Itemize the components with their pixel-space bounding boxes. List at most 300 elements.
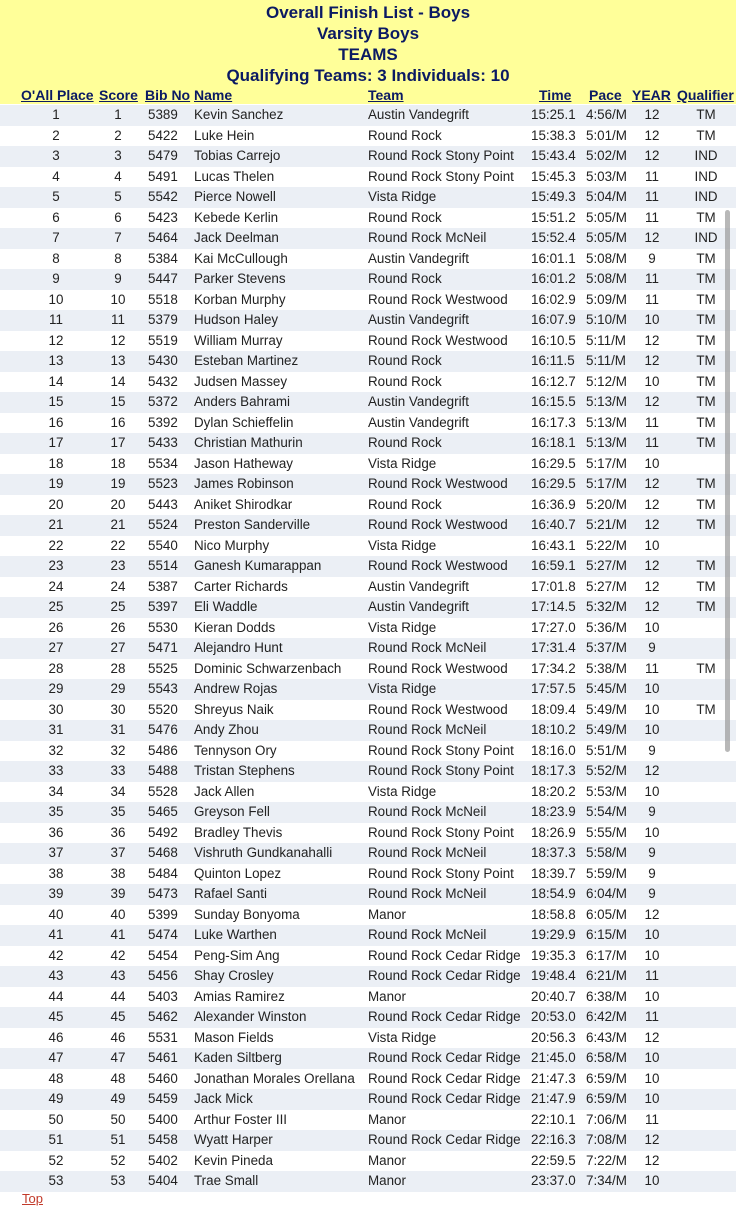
- cell-bib: 5486: [148, 742, 178, 758]
- cell-score: 38: [110, 865, 126, 881]
- cell-place: 53: [48, 1173, 64, 1188]
- cell-pace: 6:59/M: [586, 1070, 627, 1086]
- cell-team: Vista Ridge: [368, 455, 437, 471]
- cell-time: 22:10.1: [531, 1111, 576, 1127]
- cell-qualifier: TM: [696, 414, 716, 430]
- table-row: [0, 1110, 736, 1131]
- cell-place: 25: [48, 599, 64, 614]
- cell-pace: 5:22/M: [586, 537, 627, 553]
- cell-pace: 5:51/M: [586, 742, 627, 758]
- cell-score: 50: [110, 1111, 126, 1127]
- cell-year: 9: [648, 804, 656, 819]
- cell-name: Judsen Massey: [194, 373, 288, 389]
- cell-place: 41: [48, 927, 64, 942]
- table-row: [0, 474, 736, 495]
- cell-bib: 5458: [148, 1132, 178, 1147]
- cell-place: 20: [48, 496, 64, 512]
- cell-pace: 6:38/M: [586, 988, 627, 1004]
- cell-place: 15: [48, 394, 64, 409]
- cell-year: 12: [644, 148, 660, 163]
- cell-score: 27: [110, 640, 126, 655]
- cell-pace: 7:08/M: [586, 1132, 627, 1147]
- cell-place: 46: [48, 1029, 64, 1045]
- cell-team: Round Rock McNeil: [368, 845, 487, 860]
- cell-team: Round Rock McNeil: [368, 927, 487, 942]
- cell-pace: 5:10/M: [586, 312, 627, 327]
- cell-score: 22: [110, 537, 126, 553]
- cell-year: 12: [644, 496, 660, 512]
- table-row: [0, 351, 736, 372]
- cell-pace: 5:20/M: [586, 496, 627, 512]
- cell-place: 52: [48, 1152, 64, 1168]
- cell-time: 16:29.5: [531, 476, 576, 491]
- cell-qualifier: TM: [696, 127, 716, 143]
- cell-pace: 6:15/M: [586, 927, 627, 942]
- cell-place: 32: [48, 742, 64, 758]
- cell-score: 41: [110, 927, 126, 942]
- cell-time: 16:02.9: [531, 291, 576, 307]
- cell-year: 10: [644, 455, 660, 471]
- cell-time: 15:43.4: [531, 148, 576, 163]
- cell-place: 16: [48, 414, 64, 430]
- cell-qualifier: TM: [696, 599, 716, 614]
- cell-name: Lucas Thelen: [194, 168, 275, 184]
- cell-score: 17: [110, 435, 126, 450]
- cell-year: 12: [644, 230, 660, 245]
- cell-score: 23: [110, 558, 126, 573]
- cell-team: Manor: [368, 1152, 406, 1168]
- cell-time: 21:47.3: [531, 1070, 576, 1086]
- table-row: [0, 823, 736, 844]
- cell-time: 19:29.9: [531, 927, 576, 942]
- cell-year: 9: [648, 742, 656, 758]
- cell-place: 40: [48, 906, 64, 922]
- table-row: [0, 638, 736, 659]
- table-row: [0, 741, 736, 762]
- division-title: Varsity Boys: [316, 24, 420, 43]
- cell-time: 20:56.3: [531, 1029, 576, 1045]
- cell-time: 18:26.9: [531, 824, 576, 840]
- table-row: [0, 618, 736, 639]
- table-row: [0, 884, 736, 905]
- cell-place: 45: [48, 1009, 64, 1024]
- cell-bib: 5525: [148, 660, 178, 676]
- table-row: [0, 126, 736, 147]
- cell-time: 16:07.9: [531, 312, 576, 327]
- cell-year: 12: [644, 763, 660, 778]
- cell-score: 33: [110, 763, 126, 778]
- cell-year: 12: [644, 332, 660, 348]
- cell-pace: 5:45/M: [586, 681, 627, 696]
- cell-qualifier: IND: [694, 189, 718, 204]
- cell-team: Round Rock Westwood: [368, 660, 508, 676]
- cell-team: Round Rock McNeil: [368, 640, 487, 655]
- table-row: [0, 208, 736, 229]
- table-row: [0, 905, 736, 926]
- table-row: [0, 1171, 736, 1192]
- cell-pace: 6:21/M: [586, 968, 627, 983]
- cell-name: Amias Ramirez: [194, 988, 285, 1004]
- cell-team: Vista Ridge: [368, 189, 437, 204]
- cell-name: Quinton Lopez: [194, 865, 282, 881]
- cell-place: 47: [48, 1050, 64, 1065]
- cell-team: Round Rock: [368, 373, 442, 389]
- cell-name: Shay Crosley: [194, 968, 274, 983]
- cell-name: Nico Murphy: [194, 537, 270, 553]
- cell-year: 10: [644, 988, 660, 1004]
- cell-team: Round Rock Westwood: [368, 701, 508, 717]
- cell-qualifier: TM: [696, 291, 716, 307]
- cell-bib: 5379: [148, 312, 178, 327]
- cell-time: 18:23.9: [531, 804, 576, 819]
- cell-name: Carter Richards: [194, 578, 288, 594]
- cell-bib: 5491: [148, 168, 178, 184]
- cell-time: 16:10.5: [531, 332, 576, 348]
- table-row: [0, 843, 736, 864]
- top-link[interactable]: Top: [22, 1191, 43, 1206]
- cell-pace: 5:38/M: [586, 660, 627, 676]
- cell-bib: 5479: [148, 148, 178, 163]
- cell-bib: 5462: [148, 1009, 178, 1024]
- cell-score: 45: [110, 1009, 126, 1024]
- cell-time: 16:43.1: [531, 537, 576, 553]
- cell-name: James Robinson: [194, 476, 294, 491]
- column-header-place[interactable]: O'All Place: [21, 87, 94, 103]
- cell-bib: 5456: [148, 968, 178, 983]
- table-row: [0, 1048, 736, 1069]
- cell-team: Round Rock McNeil: [368, 886, 487, 901]
- cell-score: 37: [110, 845, 126, 860]
- cell-year: 10: [644, 619, 660, 635]
- cell-place: 6: [52, 209, 60, 225]
- cell-score: 1: [114, 107, 122, 122]
- cell-name: Mason Fields: [194, 1029, 274, 1045]
- cell-name: Jack Mick: [194, 1091, 253, 1106]
- table-row: [0, 577, 736, 598]
- cell-bib: 5404: [148, 1173, 178, 1188]
- cell-year: 11: [645, 435, 659, 450]
- table-row: [0, 1130, 736, 1151]
- cell-team: Round Rock Cedar Ridge: [368, 1091, 521, 1106]
- cell-bib: 5399: [148, 906, 178, 922]
- table-row: [0, 331, 736, 352]
- cell-team: Round Rock Stony Point: [368, 168, 514, 184]
- table-row: [0, 454, 736, 475]
- cell-pace: 5:17/M: [586, 476, 627, 491]
- cell-qualifier: TM: [696, 107, 716, 122]
- results-table: [0, 105, 736, 1192]
- cell-name: Kai McCullough: [194, 250, 288, 266]
- table-row: [0, 495, 736, 516]
- cell-time: 16:01.1: [531, 250, 576, 266]
- cell-pace: 5:52/M: [586, 763, 627, 778]
- table-row: [0, 925, 736, 946]
- cell-name: Kevin Pineda: [194, 1152, 273, 1168]
- cell-name: Rafael Santi: [194, 886, 267, 901]
- table-row: [0, 413, 736, 434]
- cell-pace: 6:17/M: [586, 947, 627, 963]
- cell-place: 23: [48, 558, 64, 573]
- cell-place: 37: [48, 845, 64, 860]
- column-header-pace[interactable]: Pace: [589, 87, 622, 103]
- table-row: [0, 290, 736, 311]
- cell-team: Round Rock McNeil: [368, 722, 487, 737]
- cell-place: 21: [48, 517, 64, 532]
- cell-place: 35: [48, 804, 64, 819]
- cell-score: 31: [110, 722, 126, 737]
- cell-team: Round Rock: [368, 271, 442, 286]
- cell-team: Round Rock: [368, 127, 442, 143]
- cell-time: 16:11.5: [531, 353, 575, 368]
- column-header-time[interactable]: Time: [539, 87, 572, 103]
- cell-pace: 5:04/M: [586, 189, 627, 204]
- cell-name: Andy Zhou: [194, 722, 259, 737]
- cell-score: 7: [114, 230, 122, 245]
- table-row: [0, 433, 736, 454]
- cell-year: 12: [644, 517, 660, 532]
- cell-year: 10: [644, 1173, 660, 1188]
- cell-time: 15:49.3: [531, 189, 576, 204]
- cell-team: Round Rock Stony Point: [368, 865, 514, 881]
- cell-name: William Murray: [194, 332, 283, 348]
- cell-team: Round Rock Cedar Ridge: [368, 1070, 521, 1086]
- cell-name: Kieran Dodds: [194, 619, 276, 635]
- cell-score: 28: [110, 660, 126, 676]
- category-title: TEAMS: [338, 45, 398, 64]
- cell-qualifier: TM: [696, 701, 716, 717]
- cell-place: 51: [48, 1132, 64, 1147]
- cell-year: 12: [644, 353, 660, 368]
- cell-year: 10: [644, 947, 660, 963]
- cell-qualifier: TM: [696, 394, 716, 409]
- vertical-scrollbar[interactable]: [725, 210, 730, 752]
- cell-pace: 5:09/M: [586, 291, 627, 307]
- cell-bib: 5400: [148, 1111, 178, 1127]
- table-row: [0, 720, 736, 741]
- cell-time: 20:40.7: [531, 988, 576, 1004]
- cell-name: Kebede Kerlin: [194, 209, 279, 225]
- table-row: [0, 515, 736, 536]
- cell-name: Jonathan Morales Orellana: [194, 1070, 355, 1086]
- cell-year: 11: [645, 414, 659, 430]
- cell-year: 10: [644, 927, 660, 942]
- cell-qualifier: TM: [696, 435, 716, 450]
- cell-place: 48: [48, 1070, 64, 1086]
- cell-bib: 5461: [148, 1050, 178, 1065]
- cell-time: 15:25.1: [531, 107, 576, 122]
- cell-bib: 5460: [148, 1070, 178, 1086]
- cell-time: 16:59.1: [531, 558, 576, 573]
- cell-bib: 5534: [148, 455, 178, 471]
- cell-qualifier: TM: [696, 209, 716, 225]
- cell-pace: 4:56/M: [586, 107, 627, 122]
- cell-year: 12: [644, 906, 660, 922]
- cell-pace: 5:54/M: [586, 804, 627, 819]
- cell-score: 4: [114, 168, 122, 184]
- cell-name: Jason Hatheway: [194, 455, 293, 471]
- cell-team: Manor: [368, 1173, 406, 1188]
- cell-bib: 5488: [148, 763, 178, 778]
- table-row: [0, 269, 736, 290]
- cell-bib: 5530: [148, 619, 178, 635]
- cell-score: 14: [110, 373, 126, 389]
- cell-score: 20: [110, 496, 126, 512]
- cell-name: Eli Waddle: [194, 599, 258, 614]
- column-header-score[interactable]: Score: [99, 87, 138, 103]
- cell-bib: 5476: [148, 722, 178, 737]
- column-header-team[interactable]: Team: [368, 87, 404, 103]
- cell-team: Round Rock: [368, 353, 442, 368]
- column-header-qualifier[interactable]: Qualifier: [677, 87, 734, 103]
- cell-place: 39: [48, 886, 64, 901]
- cell-pace: 6:05/M: [586, 906, 627, 922]
- cell-place: 10: [48, 291, 64, 307]
- cell-qualifier: TM: [696, 332, 716, 348]
- cell-bib: 5447: [148, 271, 178, 286]
- cell-name: Kaden Siltberg: [194, 1050, 282, 1065]
- cell-pace: 5:13/M: [586, 414, 627, 430]
- cell-bib: 5403: [148, 988, 178, 1004]
- cell-name: Arthur Foster III: [194, 1111, 288, 1127]
- cell-score: 35: [110, 804, 126, 819]
- cell-time: 18:54.9: [531, 886, 576, 901]
- cell-pace: 6:58/M: [586, 1050, 627, 1065]
- cell-year: 11: [645, 271, 659, 286]
- cell-team: Austin Vandegrift: [368, 599, 469, 614]
- cell-time: 17:57.5: [531, 681, 576, 696]
- cell-bib: 5384: [148, 250, 178, 266]
- cell-time: 17:14.5: [531, 599, 576, 614]
- cell-team: Austin Vandegrift: [368, 394, 469, 409]
- cell-qualifier: TM: [696, 250, 716, 266]
- cell-score: 16: [110, 414, 126, 430]
- cell-score: 19: [110, 476, 126, 491]
- cell-score: 42: [110, 947, 126, 963]
- cell-time: 22:59.5: [531, 1152, 576, 1168]
- cell-score: 2: [114, 127, 122, 143]
- cell-bib: 5492: [148, 824, 178, 840]
- cell-year: 12: [644, 1029, 660, 1045]
- cell-score: 8: [114, 250, 122, 266]
- cell-year: 10: [644, 824, 660, 840]
- cell-qualifier: TM: [696, 476, 716, 491]
- cell-year: 10: [644, 1091, 660, 1106]
- cell-pace: 5:11/M: [586, 332, 626, 348]
- cell-year: 12: [644, 578, 660, 594]
- column-header-name[interactable]: Name: [194, 87, 233, 103]
- cell-time: 21:47.9: [531, 1091, 576, 1106]
- cell-team: Vista Ridge: [368, 619, 437, 635]
- cell-pace: 5:37/M: [586, 640, 627, 655]
- cell-qualifier: TM: [696, 517, 716, 532]
- cell-bib: 5422: [148, 127, 178, 143]
- cell-team: Round Rock Westwood: [368, 332, 508, 348]
- cell-year: 9: [648, 640, 656, 655]
- cell-place: 22: [48, 537, 64, 553]
- cell-place: 43: [48, 968, 64, 983]
- cell-place: 33: [48, 763, 64, 778]
- cell-time: 17:31.4: [531, 640, 576, 655]
- cell-year: 12: [644, 1132, 660, 1147]
- column-header-bib[interactable]: Bib No: [145, 87, 191, 103]
- cell-bib: 5402: [148, 1152, 178, 1168]
- cell-pace: 5:27/M: [586, 578, 627, 594]
- cell-place: 31: [48, 722, 64, 737]
- cell-qualifier: IND: [694, 168, 718, 184]
- cell-pace: 5:59/M: [586, 865, 627, 881]
- table-row: [0, 946, 736, 967]
- cell-place: 4: [52, 168, 60, 184]
- cell-place: 50: [48, 1111, 64, 1127]
- cell-bib: 5519: [148, 332, 178, 348]
- cell-year: 12: [644, 476, 660, 491]
- cell-team: Manor: [368, 988, 406, 1004]
- cell-time: 20:53.0: [531, 1009, 576, 1024]
- cell-pace: 7:22/M: [586, 1152, 627, 1168]
- cell-team: Austin Vandegrift: [368, 414, 469, 430]
- cell-name: Jack Allen: [194, 783, 255, 799]
- cell-team: Round Rock Westwood: [368, 476, 508, 491]
- cell-bib: 5543: [148, 681, 178, 696]
- cell-pace: 5:21/M: [586, 517, 627, 532]
- cell-pace: 5:05/M: [586, 230, 627, 245]
- cell-year: 11: [645, 168, 659, 184]
- cell-team: Austin Vandegrift: [368, 312, 469, 327]
- column-header-year[interactable]: YEAR: [632, 87, 671, 103]
- cell-bib: 5432: [148, 373, 178, 389]
- cell-year: 12: [644, 107, 660, 122]
- cell-score: 53: [110, 1173, 126, 1188]
- cell-qualifier: TM: [696, 353, 716, 368]
- cell-pace: 5:49/M: [586, 701, 627, 717]
- cell-team: Vista Ridge: [368, 783, 437, 799]
- cell-place: 9: [52, 271, 60, 286]
- cell-score: 40: [110, 906, 126, 922]
- results-header: [0, 0, 736, 104]
- cell-score: 52: [110, 1152, 126, 1168]
- cell-team: Round Rock Stony Point: [368, 763, 514, 778]
- cell-bib: 5423: [148, 209, 178, 225]
- cell-name: Esteban Martinez: [194, 353, 299, 368]
- cell-bib: 5524: [148, 517, 178, 532]
- table-row: [0, 1028, 736, 1049]
- cell-team: Round Rock McNeil: [368, 804, 487, 819]
- cell-place: 29: [48, 681, 64, 696]
- cell-time: 18:58.8: [531, 906, 576, 922]
- cell-time: 18:09.4: [531, 701, 576, 717]
- cell-name: Anders Bahrami: [194, 394, 291, 409]
- cell-pace: 5:13/M: [586, 394, 627, 409]
- cell-name: Preston Sanderville: [194, 517, 311, 532]
- cell-time: 18:37.3: [531, 845, 576, 860]
- table-row: [0, 556, 736, 577]
- cell-place: 18: [48, 455, 64, 471]
- cell-team: Round Rock Stony Point: [368, 742, 514, 758]
- cell-bib: 5520: [148, 701, 178, 717]
- cell-score: 30: [110, 701, 126, 717]
- table-row: [0, 146, 736, 167]
- qualifying-info: Qualifying Teams: 3 Individuals: 10: [226, 66, 510, 85]
- table-row: [0, 392, 736, 413]
- cell-time: 16:29.5: [531, 455, 576, 471]
- cell-name: Bradley Thevis: [194, 824, 283, 840]
- cell-pace: 5:55/M: [586, 824, 627, 840]
- cell-year: 10: [644, 312, 660, 327]
- cell-time: 18:20.2: [531, 783, 576, 799]
- cell-name: Dylan Schieffelin: [194, 414, 294, 430]
- cell-time: 16:12.7: [531, 373, 576, 389]
- cell-year: 11: [645, 968, 659, 983]
